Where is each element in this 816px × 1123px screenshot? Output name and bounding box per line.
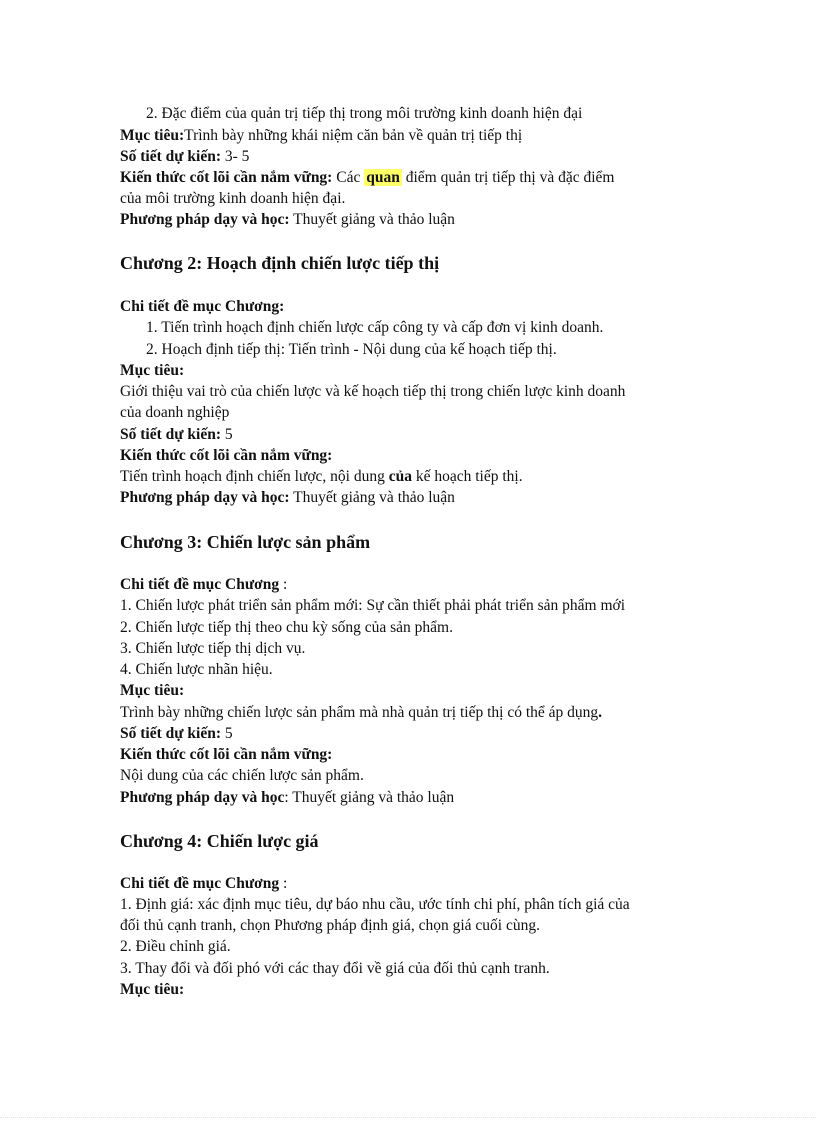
c2-phuong-phap-text: Thuyết giảng và thảo luận xyxy=(289,489,455,506)
c4-item-2: 2. Điều chỉnh giá. xyxy=(120,938,231,955)
c1-so-tiet xyxy=(120,147,249,167)
c2-muc-tieu-label: Mục tiêu: xyxy=(120,362,185,379)
c1-muc-tieu-label: Mục tiêu: xyxy=(120,127,185,144)
c3-chi-tiet-colon: : xyxy=(279,576,288,593)
c2-muc-tieu-line-2: của doanh nghiệp xyxy=(120,404,230,421)
c2-kien-thuc-text xyxy=(120,467,523,487)
c3-so-tiet-value: 5 xyxy=(221,725,233,742)
c3-item-3: 3. Chiến lược tiếp thị dịch vụ. xyxy=(120,640,306,657)
c3-muc-tieu-body: Trình bày những chiến lược sản phẩm mà nhà quản trị tiếp thị có thể áp dụng xyxy=(120,704,599,721)
c4-title: Chương 4: Chiến lược giá xyxy=(120,831,319,851)
c3-item-1: 1. Chiến lược phát triển sản phẩm mới: Sự cần thiết phải phát triển sản phẩm mới xyxy=(120,597,625,614)
c1-phuong-phap-label: Phương pháp dạy và học: xyxy=(120,211,290,228)
c2-kien-thuc-bold: của xyxy=(388,468,412,485)
c1-kien-thuc-highlight: quan xyxy=(366,169,400,186)
c3-title: Chương 3: Chiến lược sản phẩm xyxy=(120,532,371,552)
c2-phuong-phap-label: Phương pháp dạy và học: xyxy=(120,489,290,506)
c2-so-tiet-value: 5 xyxy=(221,426,233,443)
c4-chi-tiet-colon: : xyxy=(279,875,288,892)
c2-chi-tiet: Chi tiết đề mục Chương: xyxy=(120,298,285,315)
c2-kien-thuc-post: kế hoạch tiếp thị. xyxy=(411,468,523,485)
c1-muc-tieu-text: Trình bày những khái niệm căn bản về quản trị tiếp thị xyxy=(184,127,523,144)
c2-kien-thuc-label: Kiến thức cốt lõi cần nắm vững: xyxy=(120,447,333,464)
c4-chi-tiet-label: Chi tiết đề mục Chương xyxy=(120,875,280,892)
c2-title: Chương 2: Hoạch định chiến lược tiếp thị xyxy=(120,253,440,273)
c3-phuong-phap-text: : Thuyết giảng và thảo luận xyxy=(284,789,455,806)
c3-chi-tiet-label: Chi tiết đề mục Chương xyxy=(120,576,280,593)
c3-muc-tieu-text xyxy=(120,703,602,723)
c2-so-tiet xyxy=(120,425,233,445)
c1-muc-tieu xyxy=(120,126,522,146)
c4-muc-tieu-label: Mục tiêu: xyxy=(120,981,185,998)
c3-so-tiet xyxy=(120,724,233,744)
c1-phuong-phap-text: Thuyết giảng và thảo luận xyxy=(289,211,455,228)
c3-phuong-phap-label: Phương pháp dạy và học xyxy=(120,789,285,806)
c1-phuong-phap xyxy=(120,210,455,230)
c3-chi-tiet xyxy=(120,575,287,595)
c3-phuong-phap xyxy=(120,788,454,808)
c3-item-2: 2. Chiến lược tiếp thị theo chu kỳ sống của sản phẩm. xyxy=(120,619,453,636)
c4-item-1-line-2: đối thủ cạnh tranh, chọn Phương pháp định giá, chọn giá cuối cùng. xyxy=(120,917,540,934)
c1-so-tiet-label: Số tiết dự kiến: xyxy=(120,148,222,165)
c1-kien-thuc-post: điểm quản trị tiếp thị và đặc điểm xyxy=(401,169,615,186)
c2-so-tiet-label: Số tiết dự kiến: xyxy=(120,426,222,443)
c3-muc-tieu-end: . xyxy=(598,704,603,721)
c3-item-4: 4. Chiến lược nhãn hiệu. xyxy=(120,661,273,678)
c2-muc-tieu-line-1: Giới thiệu vai trò của chiến lược và kế hoạch tiếp thị trong chiến lược kinh doanh xyxy=(120,383,626,400)
c1-kien-thuc-cont: của môi trường kinh doanh hiện đại. xyxy=(120,190,346,207)
c3-muc-tieu-label: Mục tiêu: xyxy=(120,682,185,699)
c4-item-1-line-1: 1. Định giá: xác định mục tiêu, dự báo nhu cầu, ước tính chi phí, phân tích giá của xyxy=(120,896,630,913)
c2-item-1: 1. Tiến trình hoạch định chiến lược cấp công ty và cấp đơn vị kinh doanh. xyxy=(146,319,604,336)
c3-kien-thuc-label: Kiến thức cốt lõi cần nắm vững: xyxy=(120,746,333,763)
c1-so-tiet-value: 3- 5 xyxy=(221,148,250,165)
page-bottom-border xyxy=(0,1117,816,1118)
c1-item-2: 2. Đặc điểm của quản trị tiếp thị trong môi trường kinh doanh hiện đại xyxy=(146,105,583,122)
c4-item-3: 3. Thay đổi và đối phó với các thay đổi về giá của đối thủ cạnh tranh. xyxy=(120,960,550,977)
c2-kien-thuc-pre: Tiến trình hoạch định chiến lược, nội dung xyxy=(120,468,389,485)
c1-kien-thuc xyxy=(120,168,614,188)
c4-chi-tiet xyxy=(120,874,287,894)
c3-so-tiet-label: Số tiết dự kiến: xyxy=(120,725,222,742)
c1-kien-thuc-label: Kiến thức cốt lõi cần nắm vững: xyxy=(120,169,333,186)
c2-phuong-phap xyxy=(120,488,455,508)
c3-kien-thuc-text: Nội dung của các chiến lược sản phẩm. xyxy=(120,767,364,784)
c2-item-2: 2. Hoạch định tiếp thị: Tiến trình - Nội dung của kế hoạch tiếp thị. xyxy=(146,341,557,358)
c1-kien-thuc-pre: Các xyxy=(332,169,365,186)
